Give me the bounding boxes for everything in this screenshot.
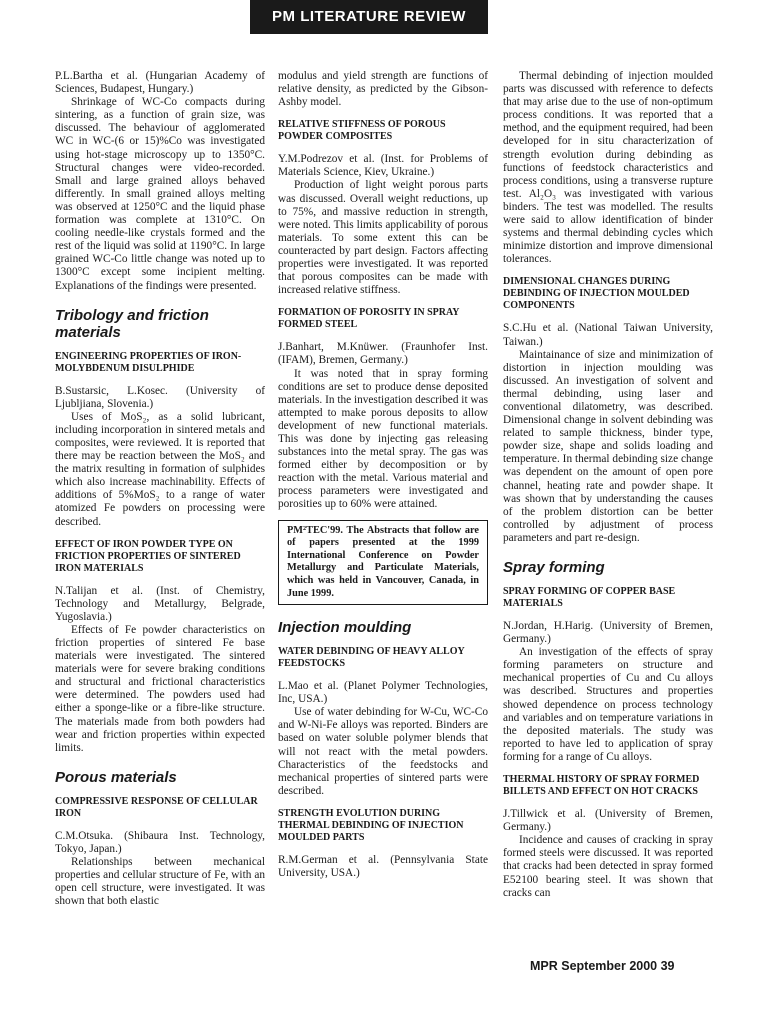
abstract-authors: J.Tillwick et al. (University of Bremen, Germany.) — [503, 808, 713, 834]
abstract-authors: J.Banhart, M.Knüwer. (Fraunhofer Inst. (IFAM), Bremen, Germany.) — [278, 341, 488, 367]
section-heading: Tribology and friction materials — [55, 306, 209, 341]
page-header: PM LITERATURE REVIEW — [250, 0, 488, 34]
abstract-title: COMPRESSIVE RESPONSE OF CELLULAR IRON — [55, 795, 258, 819]
abstract-title: EFFECT OF IRON POWDER TYPE ON FRICTION PROPERTIES OF SINTERED IRON MATERIALS — [55, 538, 241, 574]
section-heading: Spray forming — [503, 559, 605, 576]
abstract-title: ENGINEERING PROPERTIES OF IRON-MOLYBDENUM DISULPHIDE — [55, 350, 242, 374]
abstract-body: Relationships between mechanical properties and cellular structure of Fe, with an open cell structure, were investigated. It was shown that both elastic — [55, 856, 265, 908]
abstract-authors: B.Sustarsic, L.Kosec. (University of Ljubljiana, Slovenia.) — [55, 384, 265, 410]
abstract-authors: Y.M.Podrezov et al. (Inst. for Problems of Materials Science, Kiev, Ukraine.) — [278, 153, 488, 179]
abstract-authors: C.M.Otsuka. (Shibaura Inst. Technology, Tokyo, Japan.) — [55, 829, 265, 855]
abstract-body: modulus and yield strength are functions of relative density, as predicted by the Gibson-Ashby model. — [278, 70, 488, 109]
abstract-authors: R.M.German et al. (Pennsylvania State University, USA.) — [278, 853, 488, 880]
abstract-title: DIMENSIONAL CHANGES DURING DEBINDING OF INJECTION MOULDED COMPONENTS — [503, 276, 690, 312]
abstract-body: Incidence and causes of cracking in spray formed steels were discussed. It was reported that cracks had been detected in spray formed E52100 bearing steel. It was shown that cracks can — [503, 834, 713, 899]
page-footer: MPR September 2000 39 — [530, 959, 675, 973]
abstract-body: Use of water debinding for W-Cu, WC-Co and W-Ni-Fe alloys was reported. Binders are based on water soluble polymer blends that will not react with the metal powders. Characteristics of the feedstocks and mechanical properties of sintered parts were described. — [278, 706, 488, 797]
abstract-authors: L.Mao et al. (Planet Polymer Technologies, Inc, USA.) — [278, 680, 488, 706]
column-2 — [278, 70, 488, 880]
column-3 — [503, 70, 713, 900]
abstract-title: STRENGTH EVOLUTION DURING THERMAL DEBINDING OF INJECTION MOULDED PARTS — [278, 807, 464, 843]
abstract-title: RELATIVE STIFFNESS OF POROUS POWDER COMPOSITES — [278, 119, 446, 143]
conference-note-box: PM²TEC'99. The Abstracts that follow are of papers presented at the 1999 International Conference on Powder Metallurgy and Particulate Materials, which was held in Vancouver, Canada, in June 1999. — [278, 520, 488, 606]
abstract-body: Thermal debinding of injection moulded parts was discussed with reference to defects that may arise due to the use of non-optimum process conditions. It was reported that a method, and the equipment required, had been developed for in situ characterization of strength evolution during debinding as functions of feedstock characteristics and process conditions, using a transverse rupture test. Al₂O₃ was investigated with various binders. The test was modelled. The results were said to allow identification of binder systems and thermal debinding cycles which minimize distortion and improve dimensional tolerances. — [503, 70, 713, 266]
abstract-authors: S.C.Hu et al. (National Taiwan University, Taiwan.) — [503, 322, 713, 348]
column-1 — [55, 70, 265, 908]
abstract-body: It was noted that in spray forming conditions are set to produce dense deposited materials. In the investigation described it was attempted to make porous deposits to allow development of new functional materials. This was done by injecting gas releasing substances into the metal spray. The gas was formed either by decomposition or by reaction with the metal. Various material and process parameters were investigated and porosities up to 60% were attained. — [278, 367, 488, 511]
abstract-body: Maintainance of size and minimization of distortion in injection moulding was discussed. An investigation of solvent and thermal debinding, using laser and conventional dilatometry, was described. Dimensional change in solvent debinding was related to sample thickness, binder type, powder size, shape and solids loading and temperature. In thermal debinding size change was dependent on the amount of open pore channel, heating rate and powder shape. It was shown that by understanding the causes of the problem distortion can be better controlled by adjustment of process parameters and part re-design. — [503, 348, 713, 544]
abstract-body: Production of light weight porous parts was discussed. Overall weight reductions, up to 75%, and massive reduction in strength, were noted. This limits applicability of porous materials. To some extent this can be counteracted by part design. Factors affecting properties were investigated. It was reported that porous composites can be made with increased relative stiffness. — [278, 179, 488, 297]
abstract-body: Uses of MoS₂, as a solid lubricant, including incorporation in sintered metals and composites, were reviewed. It is reported that there may be reaction between the MoS₂ and the matrix resulting in formation of sulphides which also increase machinability. Effects of additions of 5%MoS₂ to a range of water atomized Fe powders on processing were described. — [55, 410, 265, 528]
abstract-authors: N.Talijan et al. (Inst. of Chemistry, Technology and Metallurgy, Belgrade, Yugoslavia.) — [55, 584, 265, 623]
abstract-title: FORMATION OF POROSITY IN SPRAY FORMED STEEL — [278, 307, 460, 331]
section-heading: Injection moulding — [278, 619, 412, 637]
section-heading: Porous materials — [55, 768, 177, 786]
abstract-authors: N.Jordan, H.Harig. (University of Bremen, Germany.) — [503, 620, 713, 646]
abstract-title: WATER DEBINDING OF HEAVY ALLOY FEEDSTOCKS — [278, 646, 465, 670]
abstract-title: SPRAY FORMING OF COPPER BASE MATERIALS — [503, 586, 676, 609]
abstract-body: Effects of Fe powder characteristics on friction properties of sintered Fe base materials were investigated. The sintered materials were for severe braking conditions and structural and frictional characteristics were determined. The powders used had either a sponge-like or a fibre-like structure. The materials made from both powders had wear and friction properties within expected limits. — [55, 623, 265, 754]
abstract-title: THERMAL HISTORY OF SPRAY FORMED BILLETS AND EFFECT ON HOT CRACKS — [503, 774, 700, 798]
abstract-body: An investigation of the effects of spray forming parameters on structure and mechanical properties of Cu and Cu alloys was described. Structures and properties showed dependence on process technology and variables and on temperature variations in the deposited materials. The study was reported to have led to application of spray forming for a range of Cu alloys. — [503, 646, 713, 763]
abstract-body: Shrinkage of WC-Co compacts during sintering, as a function of grain size, was discussed. The behaviour of agglomerated WC in WC-(6 or 15)%Co was investigated using hot-stage microscopy up to 1350°C. Structural changes were video-recorded. Small and large grained alloys behaved differently. In small grained alloys melting was observed at 1250°C and the liquid phase formation was complete at 1310°C. On cooling needle-like crystals formed and the rest of the liquid was solid at 1190°C. In large grained WC-Co little change was noted up to 1300°C except some incipient melting. Explanations of the findings were presented. — [55, 96, 265, 292]
abstract-authors: P.L.Bartha et al. (Hungarian Academy of Sciences, Budapest, Hungary.) — [55, 70, 265, 96]
